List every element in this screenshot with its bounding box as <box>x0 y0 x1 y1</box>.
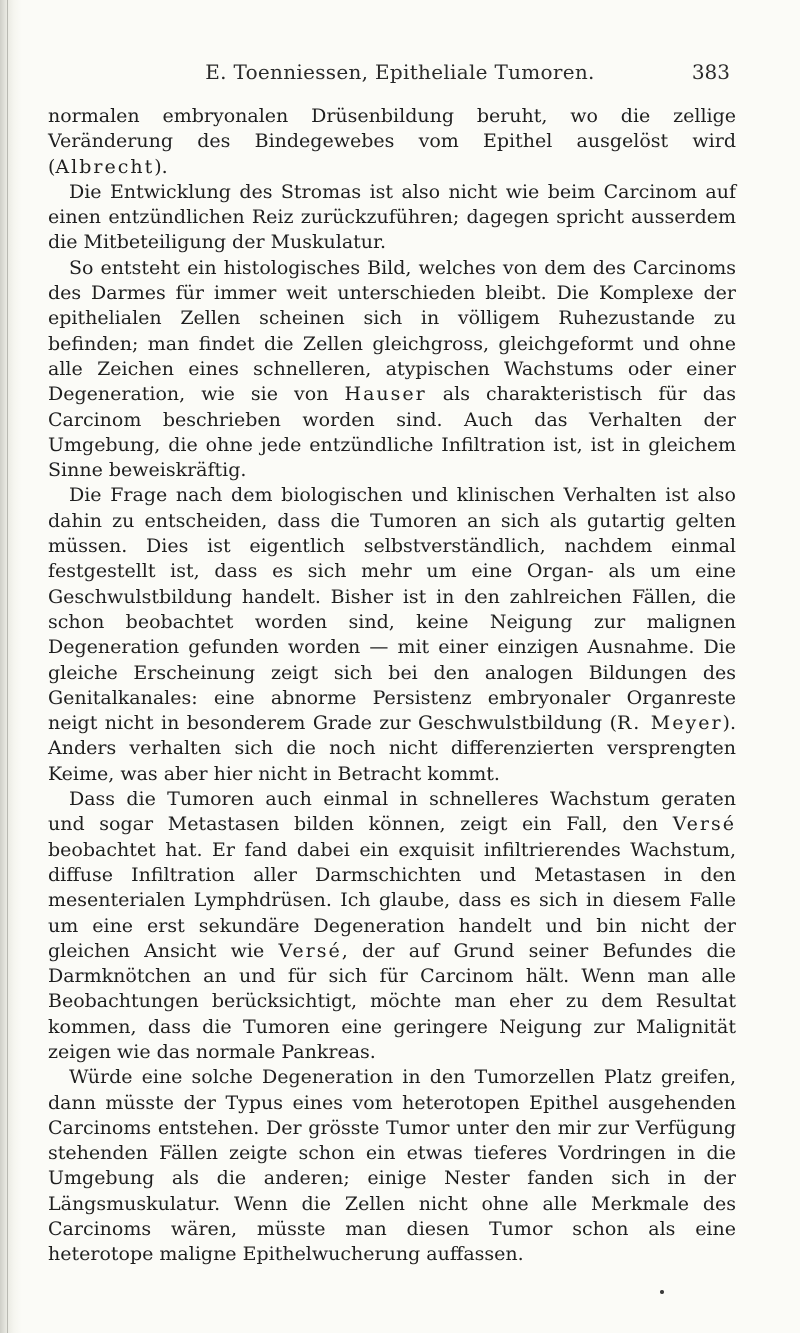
text-run: Dass die Tumoren auch einmal in schnelleres Wachstum geraten und sogar Metastasen bilden können, zeigt ein Fall, den <box>48 788 736 836</box>
text-run: ). Anders verhalten sich die noch nicht differenzierten versprengten Keime, was aber hier nicht in Betracht kommt. <box>48 712 736 785</box>
binding-edge <box>0 0 22 1333</box>
running-title: E. Toenniessen, Epitheliale Tumoren. <box>205 60 595 84</box>
paragraph-6 <box>48 1065 736 1267</box>
paragraph-2 <box>48 180 736 256</box>
text-run: So entsteht ein histologisches Bild, welches von dem des Carcinoms des Darmes für immer weit unterschieden bleibt. Die Komplexe der epithelialen Zellen scheinen sich in völligem Ruhezustande zu befinden; man findet die Zellen gleichgross, gleichgeformt und ohne alle Zeichen eines schnelleren, atypischen Wachstums oder einer Degeneration, wie sie von <box>48 256 736 406</box>
body-text <box>48 104 736 1268</box>
author-name: Hauser <box>344 383 427 406</box>
text-run: als charakteristisch für das Carcinom beschrieben worden sind. Auch das Verhalten der Umgebung, die ohne jede entzündliche Infiltration ist, ist in gleichem Sinne beweiskräftig. <box>48 383 736 482</box>
print-speck <box>660 1290 664 1294</box>
paragraph-1 <box>48 104 736 180</box>
author-name: Versé <box>672 813 736 836</box>
binding-line <box>7 0 8 1333</box>
author-name: R. Meyer <box>616 712 723 735</box>
text-run: , der auf Grund seiner Befundes die Darmknötchen an und für sich für Carcinom hält. Wenn man alle Beobachtungen berücksichtigt, möchte man eher zu dem Resultat kommen, dass die Tumoren eine geringere Neigung zur Malignität zeigen wie das normale Pankreas. <box>48 939 737 1063</box>
text-run: ). <box>154 155 168 178</box>
author-name: Albrecht <box>55 155 155 178</box>
text-run: Die Frage nach dem biologischen und klinischen Verhalten ist also dahin zu entscheiden, dass die Tumoren an sich als gutartig gelten müssen. Dies ist eigentlich selbstverständlich, nachdem einmal festgestellt ist, dass es sich mehr um eine Organ- als um eine Geschwulstbildung handelt. Bisher ist in den zahlreichen Fällen, die schon beobachtet worden sind, keine Neigung zur malignen Degeneration gefunden worden — mit einer einzigen Ausnahme. Die gleiche Erscheinung zeigt sich bei den analogen Bildungen des Genitalkanales: eine abnorme Persistenz embryonaler Organreste neigt nicht in besonderem Grade zur Geschwulstbildung ( <box>48 484 736 735</box>
paragraph-4 <box>48 483 736 787</box>
text-run: beobachtet hat. Er fand dabei ein exquisit infiltrierendes Wachstum, diffuse Infiltration aller Darmschichten und Metastasen in den mesenterialen Lymphdrüsen. Ich glaube, dass es sich in diesem Falle um eine erst sekundäre Degeneration handelt und bin nicht der gleichen Ansicht wie <box>48 838 736 962</box>
author-name: Versé <box>278 939 342 962</box>
paragraph-5 <box>48 787 736 1065</box>
page-number: 383 <box>691 60 730 84</box>
text-run: Würde eine solche Degeneration in den Tumorzellen Platz greifen, dann müsste der Typus eines vom heterotopen Epithel ausgehenden Carcinoms entstehen. Der grösste Tumor unter den mir zur Verfügung stehenden Fällen zeigte schon ein etwas tieferes Vordringen in die Umgebung als die anderen; einige Nester fanden sich in der Längsmuskulatur. Wenn die Zellen nicht ohne alle Merkmale des Carcinoms wären, müsste man diesen Tumor schon als eine heterotope maligne Epithelwucherung auffassen. <box>48 1066 736 1266</box>
text-run: normalen embryonalen Drüsenbildung beruht, wo die zellige Veränderung des Bindegewebes vom Epithel ausgelöst wird ( <box>48 105 736 178</box>
text-run: Die Entwicklung des Stromas ist also nicht wie beim Carcinom auf einen entzündlichen Reiz zurückzuführen; dagegen spricht ausserdem die Mitbeteiligung der Muskulatur. <box>48 180 736 254</box>
running-header <box>0 60 800 96</box>
paragraph-3 <box>48 256 736 484</box>
